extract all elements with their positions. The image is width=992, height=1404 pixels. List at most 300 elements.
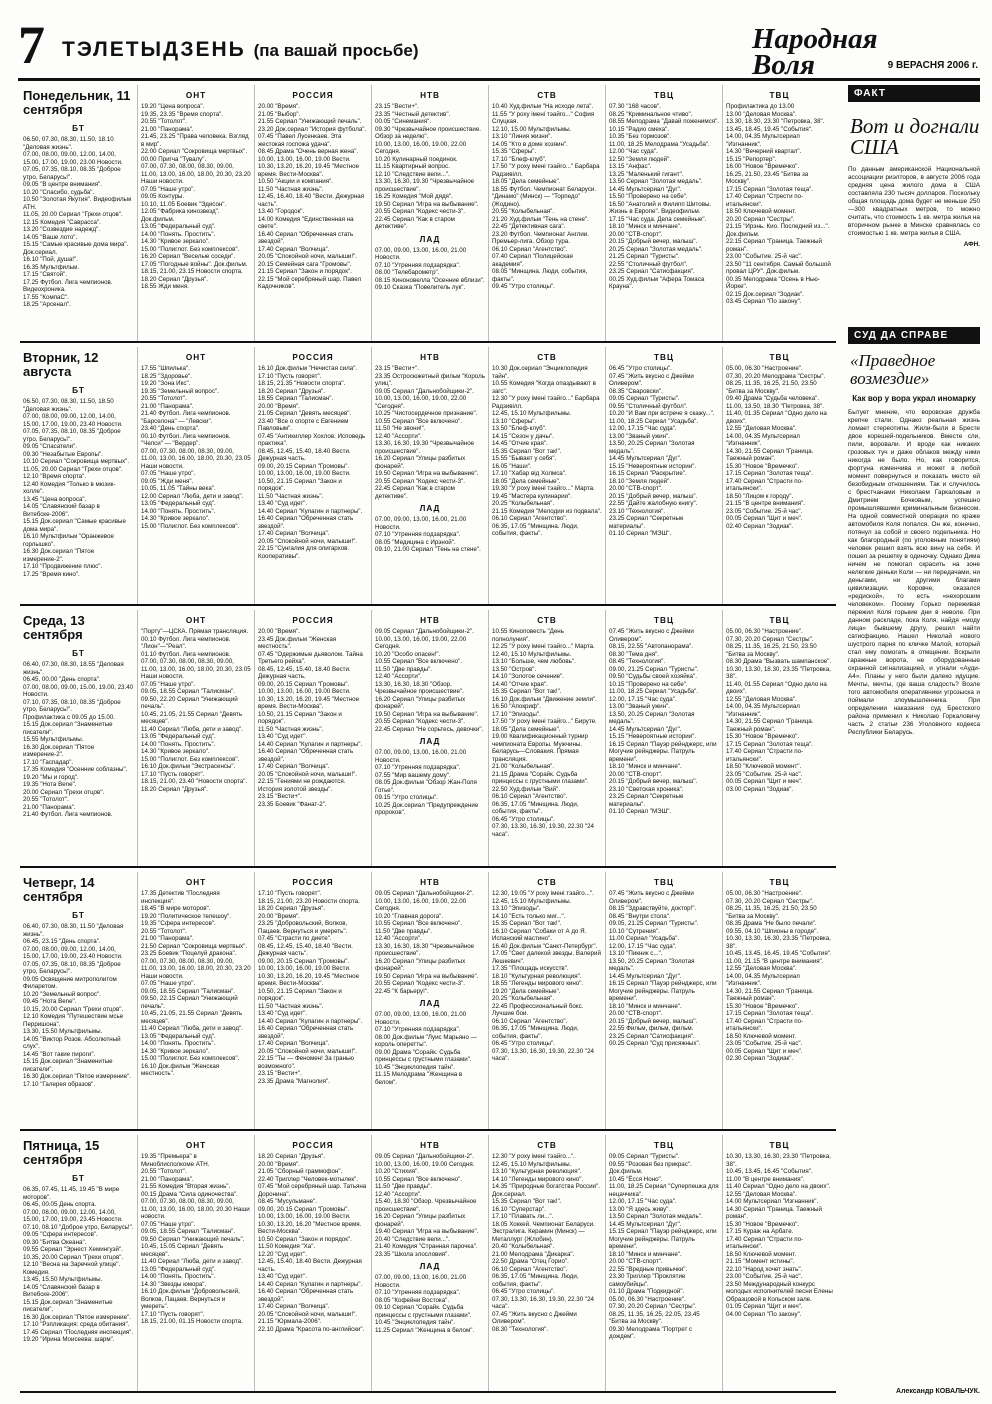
program-line: 14.30 "Кривое зеркало".	[141, 748, 210, 755]
program-line: 09.05, 18.55 Сериал "Талисман".	[141, 688, 236, 695]
channel-column	[722, 85, 836, 341]
program-line: 20.00 "Время".	[258, 103, 300, 110]
program-line: 08.15 "Здравствуйте, доктор!".	[609, 905, 697, 912]
program-line: 07.30, 20.20 Сериал "Сестры".	[726, 635, 814, 643]
program-line: 14.00 "Понять. Простить".	[141, 740, 216, 748]
program-line: 17.45 Сериал "Последняя инспекция".	[23, 1328, 134, 1336]
program-line: 07.00, 07.30, 08.00, 08.30, 09.00, 11.00, 13.00, 16.00, 18.00, 20.30, 23.05 Наши новости.	[141, 447, 251, 470]
day-name: Понедельник, 11 сентября	[23, 88, 131, 117]
channel-column	[20, 85, 137, 341]
court-text: Бытует мнение, что воровская дружба крепче стали. Однако реальная жизнь ломает стереотипы. Жили-были в Бресте двое корешей-подельников. Вместе сли, пили, воровали. И вроде как никаких грозовых туч и даже облаков между ними никогда не было. Но, как говорится, фортуна изменчива и может в любой момент повернуться и показать место ей безобидным отношениям. Так и случилось с брестчанами Николаем Гаркаловым и Дмитрием Бочковым, успешно промышлявшими криминальным бизнесом. На одной совместной операции по краже автомобиля Коля попался. Он же, конечно, потянул за собой и своего подельника. Но как благородный (по уголовным понятиям) человек решил взять всю вину на себя. И пошел за решетку в одиночку. Однако Дима ничем не помогал скрасить на зоне нелегкие деньки Коли — ни передачами, ни деньгами, ни другими благами цивилизации. Коровче, оказался «редиской», то есть «нехорошим человеком». Посему Горько переживая пережил Коля горькие дни в неволе. При данном раскладе, пока Коля, найдя «моду лица» бывшему другу, решил найти сатисфакцию. Нашел Николай нового шустрого парня по кличке Малой, который стал ему помогать в отмщении. Вскрыли гаражные ворота, не оборудованные охранной сигнализацией, и угнали «Ауди-А4». Планы у него были далеко идущие. Мечты, мечты, где ваша сладость? Возле того автомобиля оперативники угрозыска и поймали злоумышленника. При определении наказания суд Брестского района применил к Николаю Горкаловичу часть 2 статьи 236 Уголовного кодекса Республики Беларусь.	[848, 409, 980, 736]
program-line: 23.15 "Вести+".	[375, 103, 419, 110]
program-line: 07.30, 13.30, 16.30, 19.30, 22.30 "24 часа".	[492, 1295, 594, 1310]
channel-name: БТ	[72, 124, 85, 133]
program-line: 20.00 Сериал "Грехи отцов".	[23, 788, 105, 796]
program-line: 23.25 Сериал "Секретные материалы".	[609, 515, 684, 530]
program-line: 20.00 "Время".	[258, 402, 300, 410]
program-line: 09.10 Сказка "Повелитель лук".	[375, 284, 466, 291]
program-line: 10.45 "Энциклопедия тайн".	[375, 1063, 455, 1071]
program-line: 07.45 "Одержимые дьяволом. Тайна Третьего рейха".	[258, 650, 363, 665]
program-line: 20.55 "Тотолот".	[141, 927, 187, 935]
program-line: 16.30 Док.сериал "Пятое измерение-2".	[23, 743, 95, 758]
program-line: 17.25 "Время кино".	[23, 570, 80, 578]
program-line: 10.55 Сериал "Все включено".	[375, 658, 462, 665]
program-line: 16.10 Сериал "Собаки от А до Я. Испанский мастино".	[492, 927, 587, 942]
program-line: 08.25, 11.35, 16.25, 22.05, 23.45 "Битва за Москву".	[609, 1310, 700, 1325]
program-line: 14.45 Мультсериал "Дуг".	[609, 455, 682, 462]
day-block	[20, 610, 836, 868]
program-line: 13.30, 16.30, 19.30 "Чрезвычайное происшествие".	[375, 440, 475, 455]
program-line: 12.25 "У роху імені тэайго..." Марта.	[492, 643, 595, 650]
channel-column	[722, 610, 836, 866]
program-line: 19.20 "Политическое телешоу".	[141, 912, 232, 920]
program-line: 16.50 "Апокриф".	[492, 703, 541, 710]
fact-tag: ФАКТ	[848, 85, 980, 102]
program-line: 13.40 "Городок".	[258, 208, 305, 215]
program-line: 09.55, 04.10 "Шпионы в городе".	[726, 927, 819, 935]
channel-column	[722, 872, 836, 1129]
program-line: 11.00 Сериал "Усадьба".	[609, 935, 680, 942]
program-line: 08.55 Мелодрама "Давай поженимся".	[609, 118, 720, 125]
channel-name: ЛАД	[419, 504, 441, 513]
channel-name: ОНТ	[185, 353, 207, 362]
program-line: 07.30, 13.30, 16.30, 19.30, 22.30 "24 часа".	[492, 1047, 594, 1062]
program-line: 19.35 "Нота Bene".	[23, 781, 77, 788]
program-line: 19.20 "Ирина Моисеева: шарм".	[23, 1336, 115, 1343]
program-line: 10.35, 20.00 Сериал "Грехи отцов".	[23, 1253, 124, 1261]
program-line: 15.00 "Полиглот. Без комплексов".	[141, 1055, 240, 1062]
program-line: 13.50, 20.25 Сериал "Золотая медаль".	[609, 957, 695, 972]
program-line: 22.55 "Дайте жалобную книгу".	[609, 500, 698, 507]
program-line: 21.40 Комедия "Странная парочка".	[375, 1243, 478, 1250]
program-line: 07.05, 07.35, 08.10, 08.35 "Доброе утро, Беларусь!".	[23, 166, 121, 181]
program-line: 21.45, 23.25 "Права человека. Взгляд в мир".	[141, 133, 249, 148]
channel-column	[605, 610, 722, 866]
program-line: 13.45, 18.45, 19.45 "События".	[726, 125, 813, 133]
program-line: 17.50 "У роху імені тэайго..." Бируте.	[492, 718, 597, 725]
program-line: 17.40 Сериал "Волчица".	[258, 1040, 330, 1047]
channel-name: ЛАД	[419, 737, 441, 746]
program-line: 10.00, 13.00, 16.00, 19.00 Вести.	[258, 155, 351, 163]
program-line: 15.35 Сериал "Вот так!".	[492, 1198, 562, 1205]
day-block	[20, 1135, 836, 1393]
program-line: 08.45, 12.45, 15.40, 18.40 Вести. Дежурная часть.	[258, 665, 351, 680]
program-line: 07.05 "Наше утро".	[141, 185, 196, 193]
program-line: 16.10 "Пой, душа!".	[23, 256, 78, 263]
program-line: 20.55 "Тотолот".	[141, 395, 187, 402]
program-line: 23.25 Сериал "Сатисфакция".	[609, 1032, 695, 1040]
program-line: 11.50 "Частная жизнь".	[258, 725, 324, 733]
program-line: 19.40 Сериал "Игра на выбывание".	[375, 1228, 479, 1235]
program-line: 14.05 "Виктор Розов. Абсолютный слух".	[23, 1035, 121, 1050]
channel-column	[722, 1135, 836, 1391]
program-line: 18.20 Сериал "Друзья".	[258, 1153, 325, 1160]
program-line: 08.45, 12.45, 15.40, 18.40 "Вести. Дежурная часть".	[258, 942, 353, 957]
day-block	[20, 85, 836, 343]
program-line: 06.35, 17.05 "Минщина. Люди, события, факты".	[492, 800, 579, 815]
fact-title: Вот и догнали США	[850, 114, 980, 159]
program-line: 15.30 "Новое "Времечко".	[726, 462, 800, 470]
program-line: 07.10 "Утренняя подзарядка".	[375, 531, 461, 538]
program-line: 09.00, 20.15 Сериал "Громовы".	[258, 957, 350, 965]
program-line: 19.20 "Дела семейные".	[492, 987, 561, 995]
program-line: 07.55 "Мир вашему дому".	[375, 771, 451, 779]
channel-name: РОССИЯ	[292, 353, 334, 362]
program-line: 01.10 Сериал "МЭШ".	[609, 808, 672, 815]
program-line: 12.30 "У роху імені тэайго..." Барбара Радзивілл.	[492, 395, 600, 410]
program-line: 08.25 "Криминальное чтиво".	[609, 110, 693, 118]
program-line: 23.15 "Вести+".	[258, 793, 302, 800]
program-line: 23.50 Международный конкурс молодых исполнителей песни Елены Образцовой в Кольском зале.	[726, 1280, 833, 1303]
program-line: 08.25, 11.35, 16.25, 21.50, 23.50 "Битва за Москву".	[726, 380, 817, 395]
program-line: 08.45 "Мусульмане".	[258, 1198, 318, 1205]
channel-name: БТ	[72, 386, 85, 395]
program-line: 07.00, 07.30, 08.00, 08.30, 09.00, 11.00, 13.00, 16.00, 18.00, 20.30, 23.05 Наши новости.	[141, 658, 251, 680]
program-line: 14.00, 04.35 Мультсериал "Изгнанник".	[726, 703, 800, 718]
channel-name: ТВЦ	[654, 91, 674, 100]
program-line: 23.30 Триллер "Проклятие самоубийцы".	[609, 1273, 686, 1288]
program-line: 20.05 "Спокойной ночи, малыши!".	[258, 537, 358, 545]
program-line: 12.30, 19.05 "У роху імені тэайго...".	[492, 890, 594, 897]
program-line: 12.00 "Час суда".	[609, 148, 658, 155]
channel-name: ТВЦ	[769, 1141, 790, 1150]
program-line: 07.10 "Утренняя подзарядка".	[375, 1289, 461, 1296]
program-line: 11.00, 18.25 Сериал "Усадьба".	[609, 688, 699, 695]
program-line: 16.15 Сериал "Раскрытие".	[609, 470, 687, 477]
program-line: 22.15 "Мой серебряный шар. Павел Кадочников".	[258, 275, 362, 290]
channel-column	[20, 347, 137, 604]
program-line: 08.35 Драма "Не было печали".	[726, 920, 817, 927]
program-line: 21.15 Сериал "Закон и порядок".	[258, 268, 352, 275]
program-line: 20.15 "Добрый вечер, малыш".	[609, 778, 698, 785]
program-line: 14.10 "Золотое сечение".	[492, 673, 565, 680]
program-line: 08.35 "Сваровски".	[609, 387, 663, 395]
program-line: 20.15 "Добрый вечер, малыш".	[609, 1017, 698, 1025]
channel-column	[371, 1135, 488, 1391]
program-line: 06.35, 17.05 "Минщина. Люди, события, факты".	[492, 1025, 579, 1040]
program-line: 04.00 Сериал "По закону".	[726, 1310, 802, 1318]
program-line: 16.10 Док.фильм "Экстрасенсы".	[141, 763, 236, 770]
program-line: 17.10 "Плавать ли...".	[492, 1213, 554, 1220]
channel-column	[371, 85, 488, 341]
program-line: 17.40 Сериал "Стрести по-итальянски".	[726, 193, 804, 208]
program-line: 10.20 "Земельный вопрос".	[23, 990, 101, 998]
court-section	[848, 327, 980, 737]
program-line: 10.00, 13.00, 16.00, 19.00 Вести.	[258, 965, 351, 972]
program-line: 17.10 "Пусть говорят".	[258, 372, 322, 380]
program-line: 11.50 "Не звони!".	[375, 425, 426, 432]
program-line: 20.00 "Время".	[258, 912, 300, 920]
program-line: 21.15 "Ирэнь. Кио. Последний из...". Док.фильм.	[726, 223, 830, 238]
program-line: 14.00 "Понять. Простить".	[141, 230, 216, 238]
program-line: 01.05 Сериал "Щит и меч".	[726, 1303, 803, 1310]
section-name: ТЭЛЕТЫДЗЕНЬ	[62, 38, 246, 61]
program-line: 13.10 "Культурная революция".	[492, 1168, 582, 1175]
program-line: 06.10 Сериал "Агентство".	[492, 793, 568, 800]
program-line: 09.00, 21.25 Сериал "Туристы".	[609, 665, 699, 673]
court-author: Александр КОВАЛЬЧУК.	[896, 1388, 980, 1395]
channel-name: НТВ	[420, 353, 440, 362]
channel-column	[488, 610, 605, 866]
page-number: 7	[18, 15, 45, 75]
program-line: 08.25, 11.35, 16.25, 21.50, 23.50 "Битва за Москву".	[726, 905, 817, 920]
program-line: 20.00 "СТВ-спорт".	[609, 485, 663, 492]
program-line: 20.55 "Тотолот".	[141, 118, 187, 125]
day-name: Четверг, 14 сентября	[23, 875, 95, 904]
program-line: 11.50 "Частная жизнь".	[258, 185, 324, 193]
program-line: 15.40, 18.30 "Обзор. Чрезвычайное происшествие".	[375, 1198, 477, 1213]
program-line: 13.05 "Федеральный суд".	[141, 1032, 216, 1040]
program-line: 17.40 Сериал "Страсти по-итальянски".	[726, 477, 804, 492]
program-line: 20.40 "Колыбельная".	[492, 1243, 555, 1250]
program-line: 16.20 Сериал "Улицы разбитых фонарей".	[375, 695, 466, 710]
program-line: 15.55 Мультфильмы.	[23, 736, 84, 743]
program-line: 07.00, 08.00, 09.00, 12.00, 14.00, 15.00, 17.00, 19.00, 23.40 Новости.	[23, 413, 123, 428]
program-line: 16.40 Сериал "Обреченная стать звездой".	[258, 1025, 354, 1040]
program-line: 18.10 "Культурная революция".	[492, 972, 582, 980]
program-line: 14.30 "Вечерний квартал".	[726, 148, 802, 155]
program-line: 13.30, 18.30, 23.30 "Петровка, 38".	[726, 118, 825, 125]
program-line: 13.30, 15.50 Мультфильмы.	[23, 1028, 103, 1035]
program-line: 18.55 Жди меня.	[141, 283, 189, 290]
program-line: 09.05 "Жди меня".	[141, 477, 194, 485]
program-line: 17.15 Сериал "Золотая теща".	[726, 1010, 813, 1017]
program-line: 12.55 "Деловая Москва".	[726, 425, 797, 432]
program-line: 13.15 "Анфас".	[609, 163, 652, 170]
program-line: 13.50, 20.25 Сериал "Золотая медаль".	[609, 440, 695, 455]
program-line: 08.45 Драма "Очень верная жена".	[258, 148, 359, 155]
program-line: 09.05, 21.25 Сериал "Туристы".	[609, 920, 699, 927]
program-line: 14.30, 21.55 Сериал "Граница. Таежный роман".	[726, 447, 814, 462]
program-line: 23.50 "11 сентября. Самый большой провал ЦРУ". Док.фильм.	[726, 260, 831, 275]
program-line: 18.25 "Здоровье".	[141, 372, 192, 380]
program-line: 23.35 Остросюжетный фильм "Король улиц".	[375, 372, 485, 387]
program-line: 00.10 Футбол. Лига чемпионов. "Челси" — "Вердер".	[141, 432, 231, 447]
program-line: 23.10 "Светская хроника".	[609, 785, 684, 793]
program-line: 21.00 "Панорама".	[23, 803, 76, 811]
program-line: 14.40 Сериал "Кулагин и партнеры".	[258, 1280, 363, 1288]
program-line: 10.55 Сериал "Все включено".	[375, 920, 462, 927]
program-line: 16.40 Сериал "Обреченная стать звездой".	[258, 515, 354, 530]
program-line: 18.20 Сериал "Друзья".	[141, 785, 208, 793]
program-line: 09.15 "Утро столицы".	[375, 794, 438, 801]
program-line: 07.40 Сериал "Полицейская академия".	[492, 253, 573, 268]
program-line: 14.00, 04.35 Мультсериал "Изгнанник".	[726, 133, 800, 148]
program-line: 21.00 "Панорама".	[141, 935, 194, 942]
program-line: 10.05, 11.05 "Тайны века".	[141, 485, 216, 492]
program-line: 15.35 "Сферы".	[492, 148, 537, 155]
program-line: 16.40 Сериал "Обреченная стать звездой".	[258, 230, 354, 245]
program-line: 11.00, 18.25 Сериал "Усадьба".	[609, 417, 699, 425]
program-line: 16.30 Док.сериал "Пятое измерение-2".	[23, 548, 95, 563]
channel-column	[488, 872, 605, 1129]
program-line: 19.35, 23.35 "Время спорта".	[141, 110, 223, 118]
program-line: 09.05, 18.55 Сериал "Талисман".	[141, 1228, 236, 1235]
program-line: 07.10, 07.35, 08.10, 08.35 "Доброе утро, Беларусь!".	[23, 698, 121, 713]
channel-name: НТВ	[420, 91, 440, 100]
program-line: 07.05, 07.35, 08.10, 08.35 "Доброе утро, Беларусь!".	[23, 428, 121, 443]
day-block	[20, 347, 836, 606]
program-line: 17.10 "Блеф-клуб".	[492, 155, 547, 163]
program-line: 09.50 "Судьбы своей хозяйка".	[609, 673, 697, 680]
program-line: 20.25 Сериал "Золотая медаль".	[609, 245, 703, 253]
program-line: 12.20 "Суд идет".	[258, 1250, 308, 1258]
program-line: 19.20 "Цена вопроса".	[141, 103, 205, 110]
program-line: 12.45, 15.40, 18.40 Вести. Дежурная часть.	[258, 1258, 362, 1273]
program-line: 15.15 "Невероятные истории".	[609, 462, 697, 470]
section-subtitle: (па вашай просьбе)	[253, 41, 419, 60]
program-line: 15.00 "Полиглот. Без комплексов".	[141, 245, 240, 253]
program-line: 11.50 "Две правды".	[375, 1183, 432, 1190]
channel-column	[488, 347, 605, 604]
program-line: 09.05 Контуры.	[141, 193, 185, 200]
program-line: 17.15 "Святой".	[23, 271, 68, 278]
program-line: 12.40 Комедия "Только в мюзик-холле".	[23, 480, 116, 495]
program-line: 17.50 "У роху імені тэайго..." Барбара Радзивілл.	[492, 163, 600, 178]
program-line: 20.00 "СТВ-спорт".	[609, 1258, 663, 1265]
program-line: 13.20 "Созвездие надежд".	[23, 226, 101, 233]
program-line: 23.25 Сериал "Секретные материалы".	[609, 793, 684, 808]
program-line: 08.30 "Тема дня".	[609, 650, 659, 658]
program-line: 14.45 Мультсериал "Дуг".	[609, 1220, 682, 1228]
program-line: 10.30, 13.30, 16.30, 23.30 "Петровка, 38".	[726, 1153, 831, 1168]
program-line: 09.50, 22.15 Сериал "Унижающий печаль".	[141, 995, 238, 1010]
program-line: 23.20 Футбол. Чемпионат Англии. Премьер-лига. Обзор тура.	[492, 230, 589, 245]
program-line: 14.00 "Понять. Простить".	[141, 507, 216, 515]
program-line: 22.55 Фильм, фильм, фильм.	[609, 1025, 694, 1032]
program-line: 15.35 Сериал "Вот так!".	[492, 920, 562, 927]
program-line: 16.15 Сериал "Пауэр рейнджерс, или Могучие рейнджеры. Патруль времени".	[609, 740, 717, 763]
program-line: 14.05 "Ваше лото".	[23, 233, 78, 241]
program-line: 06.10 Сериал "Агентство".	[492, 245, 568, 253]
program-line: 22.00 Сериал "Сокровища мертвых".	[141, 148, 248, 155]
program-line: 17.15 Сериал "Золотая теща".	[726, 185, 813, 193]
program-line: 00.05 Сериал "Щит и меч".	[726, 778, 803, 785]
program-line: 17.40 Сериал "Волчица".	[258, 763, 330, 770]
program-line: 12.40 "Ассорти".	[375, 1190, 422, 1198]
program-line: 12.00, 17.15 "Час суда".	[609, 695, 677, 703]
program-line: 20.55 "Тотолот".	[23, 796, 69, 803]
program-line: 13.40 "Суд идет".	[258, 1273, 308, 1280]
program-line: 19.35 "Сфера интересов".	[141, 920, 216, 927]
program-line: 20.00 "Время".	[258, 1160, 300, 1168]
program-line: 14.10 "Легенды мирового кино".	[492, 1175, 584, 1183]
program-line: 19.35 "Премьера" в Миноблисполкоме АТН.	[141, 1153, 210, 1168]
program-line: 17.15 "Час суда. Дела семейные".	[609, 215, 707, 223]
channel-name: ЛАД	[419, 999, 441, 1008]
program-line: 17.15 Сериал "Золотая теща".	[726, 740, 813, 748]
tv-schedule-grid	[20, 85, 836, 1395]
program-line: 20.40 "Следствие вели...".	[375, 1235, 450, 1243]
channel-name: ОНТ	[185, 616, 207, 625]
program-line: 22.55 "Вредные привычки".	[609, 1265, 688, 1273]
program-line: 13.00 "Званый ужин".	[609, 432, 670, 440]
program-line: 10.20 "И Вам при встрече я скажу...".	[609, 410, 715, 417]
program-line: 21.50 Сериал "Сокровища мертвых".	[141, 942, 248, 950]
program-line: 20.15 "Добрый вечер, малыш".	[609, 238, 698, 245]
program-line: 10.45, 13.45, 16.45, 19.45 "События".	[726, 950, 832, 957]
program-line: 21.05 "Выбор".	[258, 110, 301, 118]
program-line: 05.00, 06.30 "Настроение".	[609, 1295, 686, 1303]
program-line: 22.10 "Народ хочет знать".	[726, 1265, 803, 1273]
program-line: 18.20 Сериал "Друзья".	[258, 905, 325, 912]
program-line: 23.25 Сериал "Сатисфакция".	[609, 268, 695, 275]
program-line: 17.10 "Гаспадар".	[23, 758, 74, 766]
program-line: 13.00 "Званый ужин".	[609, 703, 670, 710]
program-line: 21.00 "Панорама".	[141, 1175, 194, 1183]
program-line: 17.10 "Пусть говорят".	[258, 890, 322, 897]
program-line: 08.30 Драма "Вызвать шампанское".	[726, 658, 832, 665]
program-line: 19.20 "Мы и город".	[23, 773, 79, 781]
program-line: 19.00 Квалификационный турнир чемпионата Европы. Мужчины. Беларусь—Словакия. Прямая трансляция.	[492, 733, 588, 763]
program-line: 14.30 "Кривое зеркало".	[141, 515, 210, 522]
program-line: 23.45 Док.фильм "Женская местность".	[258, 635, 337, 650]
program-line: 22.45 "Детективная сага".	[492, 223, 566, 230]
program-line: 20.20 Сериал "Сестры".	[726, 215, 795, 223]
fact-text: По данным американской Национальной ассоциации риэлторов, в августе 2006 года средняя цена жилого дома в США составляла 230 тысяч долларов. Поскольку общая площадь дома будет не меньше 250—300 квадратных метров, то можно считать, что стоимость 1 кв. метра жилья на вторичном рынке в Минске сравнялась со стоимостью 1 кв. метра жилья в США.	[848, 166, 980, 237]
program-line: 02.30 Сериал "Зодиак".	[726, 1055, 794, 1062]
program-line: 13.45, 15.50 Мультфильмы.	[23, 1276, 103, 1283]
program-line: 00.05 Сериал "Щит и меч".	[726, 515, 803, 522]
program-line: 21.00 Мелодрама "Дикарка".	[492, 1250, 575, 1258]
program-line: 07.30, 20.20 Сериал "Сестры".	[609, 1303, 697, 1310]
program-line: 16.15 Сериал "Пауэр рейнджерс, или Могучие рейнджеры. Патруль времени".	[609, 980, 717, 1002]
program-line: 21.00 "Панорама".	[141, 402, 194, 410]
program-line: 06.45, 23.15 "День спорта".	[23, 938, 101, 945]
program-line: 14.15 "Сезон у дачы".	[492, 432, 554, 440]
program-line: 12.05 "Фабрика кинозвезд". Док.фильм.	[141, 208, 220, 223]
logo-line1: Народная	[752, 23, 878, 55]
program-line: 13.30, 16.30, 18.30 "Чрезвычайное происшествие".	[375, 942, 475, 957]
program-line: 17.40 Сериал "Волчица".	[258, 530, 330, 537]
program-line: 06.40, 07.30, 08.30, 11.50 "Деловая жизнь".	[23, 923, 124, 938]
channel-column	[605, 85, 722, 341]
program-line: 14.30 "Кривое зеркало".	[141, 1047, 210, 1055]
program-line: 12.00, 17.15 "Час суда".	[609, 942, 677, 950]
program-line: 11.15 Мелодрама "Женщина в белом".	[375, 1071, 463, 1086]
program-line: 09.30 "Чрезвычайное происшествие. Обзор за неделю".	[375, 125, 481, 140]
program-line: 13.40 "Суд идет".	[258, 733, 308, 740]
program-line: 10.30, 13.30, 16.30, 23.35 "Петровка, 38".	[726, 935, 831, 950]
program-line: 12.10 Комедия "Путешествие мсье Перришона".	[23, 1013, 124, 1028]
program-line: 16.25 Комедия "Мой дядя".	[375, 193, 453, 200]
program-line: 09.00, 20.15 Сериал "Громовы".	[258, 680, 350, 688]
program-line: 05.00, 06.30 "Настроение".	[726, 628, 803, 635]
program-line: 07.00, 07.30, 08.00, 08.30, 09.00, 11.00, 13.00, 16.00, 18.00, 20.30 Наши новости.	[141, 1198, 250, 1220]
program-line: 20.00 "Время".	[258, 628, 300, 635]
program-line: 06.10 Сериал "Агентство".	[492, 515, 568, 522]
program-line: 17.10 "Продвижение плюс".	[23, 563, 103, 570]
program-line: 18.25 "Арсенал".	[23, 301, 71, 308]
program-line: 21.05 "Сборный граммофон".	[258, 1168, 343, 1175]
program-line: 07.05 "Наше утро".	[141, 680, 196, 688]
program-line: 16.10 Док.фильм "Движение земли".	[492, 695, 597, 703]
program-line: 14.05 "Кто в доме хозяин".	[492, 140, 568, 148]
program-line: 13.25 "Маленький гигант".	[609, 170, 684, 178]
program-line: 23.05 "Событие. 25-й час".	[726, 1040, 803, 1047]
court-tag: СУД ДА СПРАВЕ	[848, 327, 980, 344]
program-line: 23.05 "Событие. 25-й час".	[726, 507, 803, 515]
program-line: 10.35 "Без тормозов".	[609, 133, 672, 140]
program-line: 18.15, 21.35 "Новости спорта".	[258, 380, 346, 387]
channel-column	[605, 872, 722, 1129]
program-line: 09.00 Драма "Сорайк. Судьба принцессы с грустными глазами".	[375, 1048, 472, 1063]
program-line: 09.05 Сериал "Дальнобойщики-2".	[375, 890, 474, 897]
program-line: 09.05 Сериал "Дальнобойщики-2".	[375, 1153, 474, 1160]
program-line: 15.00 "Полиглот. Без комплексов".	[141, 522, 240, 530]
program-line: 15.15 Док.сериал "Знаменитые писатели".	[23, 1298, 113, 1313]
program-line: 20.55 Сериал "Кодекс чести-3".	[375, 208, 465, 215]
